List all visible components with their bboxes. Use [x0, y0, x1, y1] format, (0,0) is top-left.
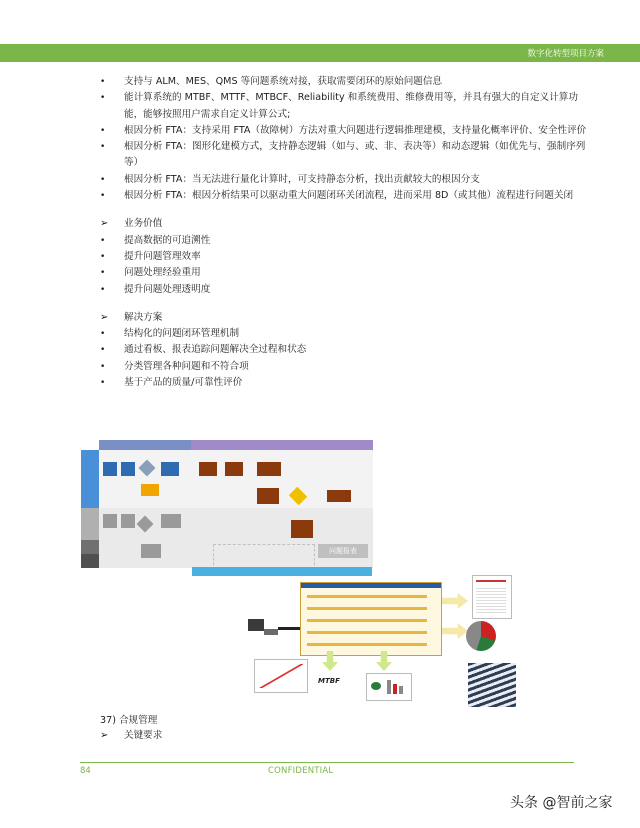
list-item: • 问题处理经验重用 [100, 265, 590, 281]
process-box [327, 490, 351, 502]
process-chart-screenshot [300, 582, 442, 656]
list-item: • 分类管理各种问题和不符合项 [100, 359, 590, 375]
list-item: • 通过看板、报表追踪问题解决全过程和状态 [100, 342, 590, 358]
report-table-thumbnail [472, 575, 512, 619]
bullet-icon: • [100, 251, 106, 262]
arrow-bullet-icon: ➢ [100, 730, 109, 741]
process-box [161, 514, 181, 528]
process-box [199, 462, 217, 476]
list-item: • 基于产品的质量/可靠性评价 [100, 375, 590, 391]
process-box [141, 544, 161, 558]
header-title: 数字化转型项目方案 [527, 49, 604, 59]
bullet-icon: • [100, 93, 106, 104]
confidential-label: CONFIDENTIAL [268, 766, 334, 776]
issue-report-label: 问题报表 [318, 544, 368, 558]
documents-stack-icon [468, 663, 516, 707]
bullet-icon: • [100, 77, 106, 87]
arrow-bullet-icon: ➢ [100, 218, 109, 230]
quality-reliability-report-diagram [240, 573, 530, 713]
swimlane-label [81, 540, 99, 554]
reliability-chart-thumbnail [254, 659, 308, 693]
pie-chart-thumbnail [466, 621, 496, 651]
connector-line [278, 627, 300, 630]
bullet-icon: • [100, 329, 106, 340]
bullet-icon: • [100, 235, 106, 246]
process-box [291, 520, 313, 538]
list-item: • 提升问题管理效率 [100, 249, 590, 265]
bullet-icon: • [100, 142, 106, 153]
mtbf-label: MTBF [318, 677, 340, 685]
bullet-icon: • [100, 345, 106, 356]
bar-chart-thumbnail [366, 673, 412, 701]
list-item: • 根因分析 FTA：当无法进行量化计算时，可支持静态分析，找出贡献较大的根因分支 [100, 172, 590, 188]
swimlane-label [81, 508, 99, 540]
process-box [121, 462, 135, 476]
bullet-icon: • [100, 191, 106, 202]
list-item: • 提高数据的可追溯性 [100, 233, 590, 249]
section-37-title: 37) 合规管理 [100, 715, 158, 726]
bullet-icon: • [100, 361, 106, 372]
bullet-icon: • [100, 378, 106, 389]
page-number: 84 [80, 766, 91, 776]
bullet-icon: • [100, 284, 106, 295]
list-item: • 根因分析 FTA：根因分析结果可以驱动重大问题闭环关闭流程，进而采用 8D（或其他）流程进行问题关闭 [100, 188, 590, 204]
process-box [121, 514, 135, 528]
process-box [141, 484, 159, 496]
list-item: • 结构化的问题闭环管理机制 [100, 326, 590, 342]
arrow-right-icon [442, 593, 468, 609]
arrow-right-icon [442, 623, 468, 639]
computer-user-icon [248, 619, 264, 631]
swimlane-header [191, 440, 373, 450]
section-heading-key-requirements: ➢ 关键要求 [100, 728, 162, 744]
bullet-icon: • [100, 125, 106, 136]
main-content [100, 74, 590, 391]
list-item: • 提升问题处理透明度 [100, 282, 590, 298]
list-item: • 根因分析 FTA：支持采用 FTA（故障树）方法对重大问题进行逻辑推理建模，支持量化概率评价、安全性评价 [100, 123, 590, 139]
footer-divider [80, 762, 574, 763]
section-heading-solution: ➢ 解决方案 [100, 310, 590, 326]
bullet-icon: • [100, 268, 106, 279]
section-heading-business-value: ➢ 业务价值 [100, 216, 590, 232]
swimlane-label [81, 554, 99, 568]
list-item: • 根因分析 FTA：图形化建模方式，支持静态逻辑（如与、或、非、表决等）和动态逻辑（如优先与、强制序列等） [100, 141, 586, 169]
swimlane-header [99, 440, 191, 450]
arrow-bullet-icon: ➢ [100, 311, 109, 323]
swimlane-label [81, 450, 99, 508]
process-box [257, 488, 279, 504]
process-box [161, 462, 179, 476]
watermark: 头条 @智前之家 [510, 795, 613, 811]
process-box [257, 462, 281, 476]
process-box [103, 462, 117, 476]
bullet-icon: • [100, 174, 106, 185]
list-item: • 支持与 ALM、MES、QMS 等问题系统对接，获取需要闭环的原始问题信息 [100, 74, 590, 90]
list-item: • 能计算系统的 MTBF、MTTF、MTBCF、Reliability 和系统费用、维修费用等，并具有强大的自定义计算功能，能够按照用户需求自定义计算公式; [100, 92, 578, 120]
process-box [225, 462, 243, 476]
process-box [103, 514, 117, 528]
